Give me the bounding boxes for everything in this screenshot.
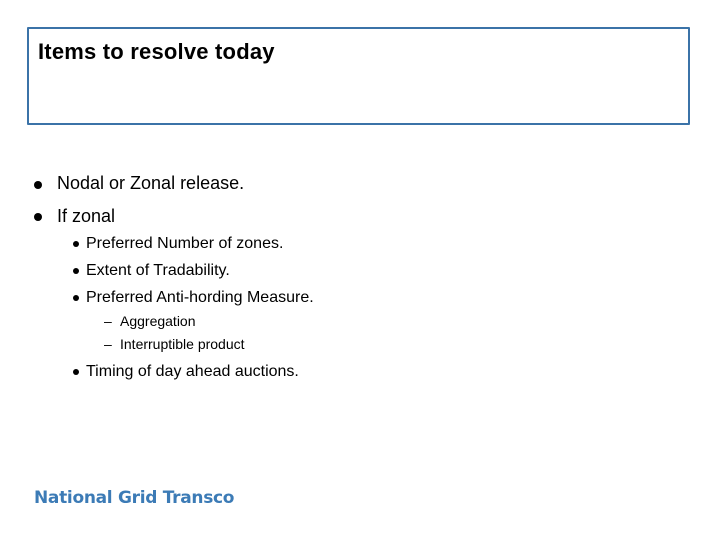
subsubbullet-interruptible: Interruptible product xyxy=(120,336,245,352)
bullet-dot-icon xyxy=(34,213,42,221)
bullet-dot-icon xyxy=(73,369,79,375)
slide-title: Items to resolve today xyxy=(38,39,275,64)
bullet-dot-icon xyxy=(73,295,79,301)
bullet-dot-icon xyxy=(73,241,79,247)
bullet-dot-icon xyxy=(73,268,79,274)
bullet-dot-icon xyxy=(34,181,42,189)
bullet-nodal-zonal: Nodal or Zonal release. xyxy=(57,173,245,193)
dash-icon: – xyxy=(104,336,112,352)
subbullet-number-of-zones: Preferred Number of zones. xyxy=(86,235,284,252)
subbullet-anti-hording: Preferred Anti-hording Measure. xyxy=(86,289,314,306)
subbullet-tradability: Extent of Tradability. xyxy=(86,262,230,279)
dash-icon: – xyxy=(104,313,112,329)
subbullet-timing: Timing of day ahead auctions. xyxy=(86,363,299,380)
company-logo: National Grid Transco xyxy=(34,488,235,508)
bullet-if-zonal: If zonal xyxy=(57,206,116,226)
subsubbullet-aggregation: Aggregation xyxy=(120,313,196,329)
